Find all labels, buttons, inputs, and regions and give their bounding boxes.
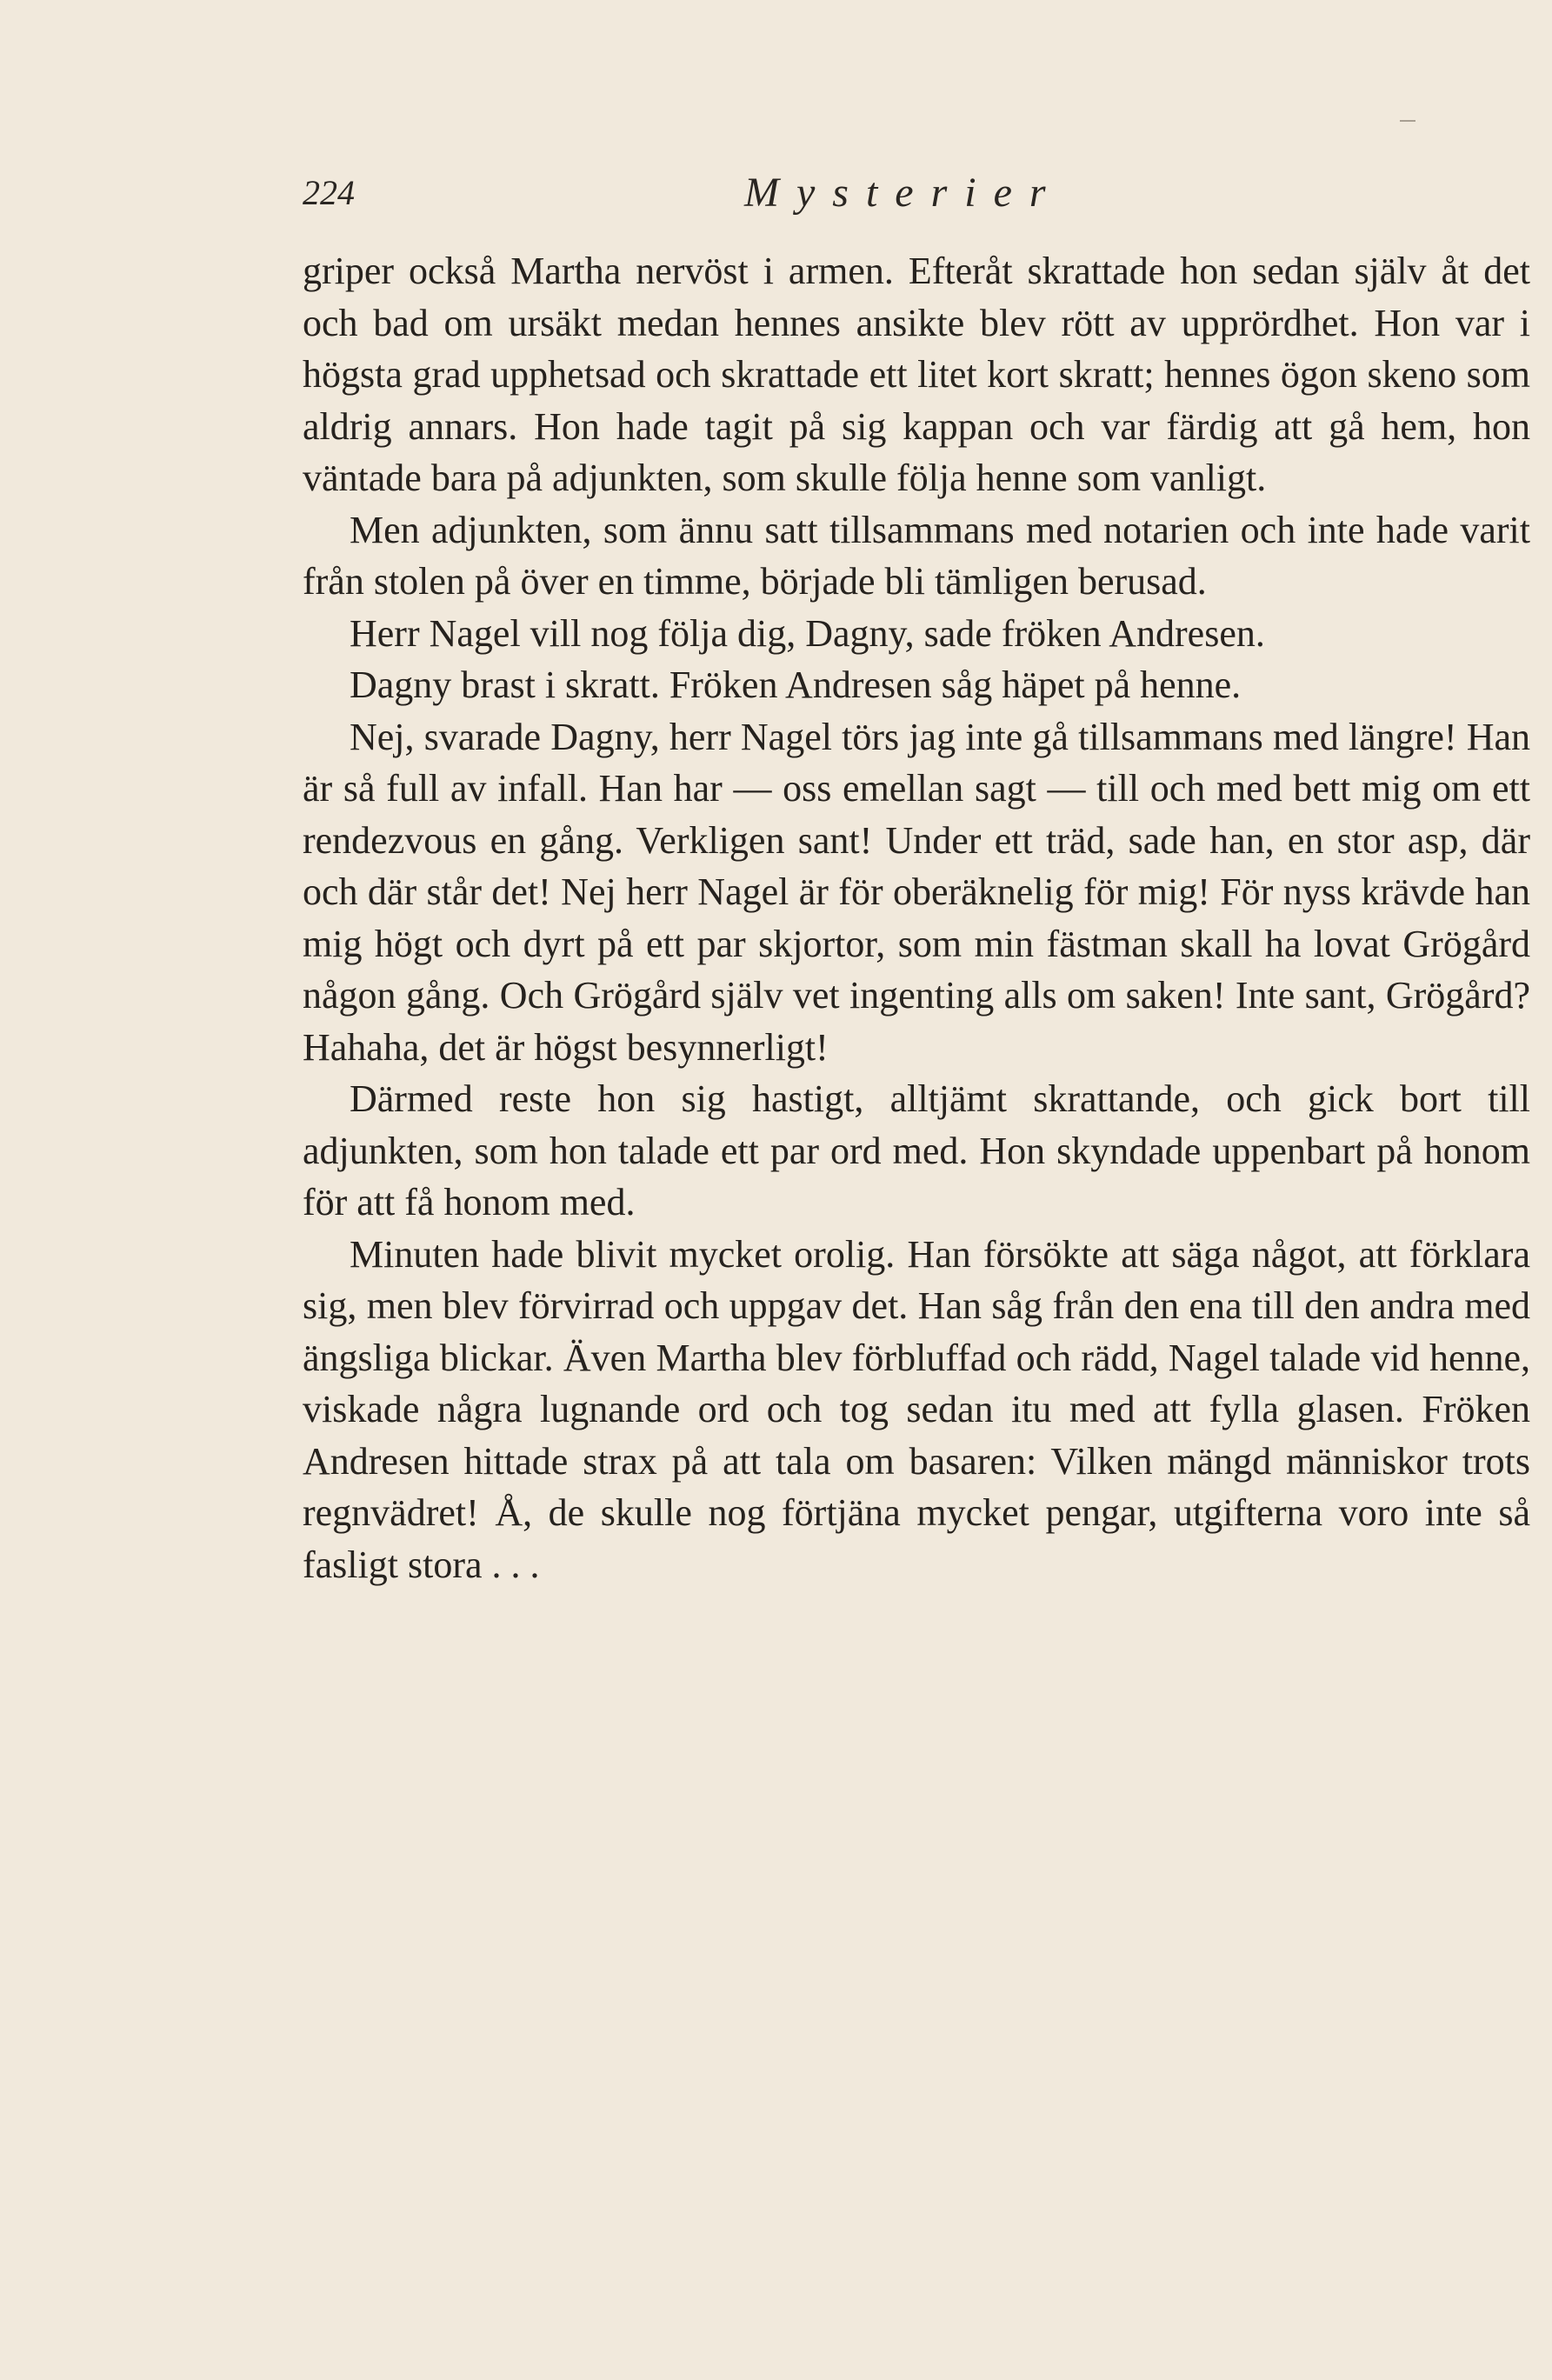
page-mark	[1400, 120, 1415, 122]
paragraph-6: Därmed reste hon sig hastigt, alltjämt skrattande, och gick bort till adjunkten, som hon talade ett par ord med. Hon skyndade uppenbart på honom för att få honom med.	[303, 1077, 1530, 1223]
paragraph-5: Nej, svarade Dagny, herr Nagel törs jag inte gå tillsammans med längre! Han är så full av infall. Han har — oss emellan sagt — till och med bett mig om ett rendezvous en gång. Verkligen sant! Under ett träd, sade han, en stor asp, där och där står det! Nej herr Nagel är för oberäknelig för mig! För nyss krävde han mig högt och dyrt på ett par skjortor, som min fästman skall ha lovat Grögård någon gång. Och Grögård själv vet ingenting alls om saken! Inte sant, Grögård? Hahaha, det är högst besynnerligt!	[303, 715, 1530, 1069]
page-number: 224	[303, 173, 355, 212]
paragraph-2: Men adjunkten, som ännu satt tillsammans med notarien och inte hade varit från stolen på över en timme, började bli tämligen berusad.	[303, 508, 1530, 603]
body-text	[303, 245, 1530, 1590]
running-title: Mysterier	[744, 170, 1063, 216]
paragraph-3: Herr Nagel vill nog följa dig, Dagny, sade fröken Andresen.	[350, 611, 1265, 655]
page-header	[303, 172, 1537, 233]
paragraph-7: Minuten hade blivit mycket orolig. Han försökte att säga något, att förklara sig, men blev förvirrad och uppgav det. Han såg från den ena till den andra med ängsliga blickar. Även Martha blev förbluffad och rädd, Nagel talade vid henne, viskade några lugnande ord och tog sedan itu med att fylla glasen. Fröken Andresen hittade strax på att tala om basaren: Vilken mängd människor trots regnvädret! Å, de skulle nog förtjäna mycket pengar, utgifterna voro inte så fasligt stora . . .	[303, 1232, 1530, 1586]
paragraph-1: griper också Martha nervöst i armen. Efteråt skrattade hon sedan själv åt det och bad om ursäkt medan hennes ansikte blev rött av upprördhet. Hon var i högsta grad upphetsad och skrattade ett litet kort skratt; hennes ögon skeno som aldrig annars. Hon hade tagit på sig kappan och var färdig att gå hem, hon väntade bara på adjunkten, som skulle följa henne som vanligt.	[303, 250, 1530, 499]
paragraph-4: Dagny brast i skratt. Fröken Andresen såg häpet på henne.	[350, 663, 1242, 706]
